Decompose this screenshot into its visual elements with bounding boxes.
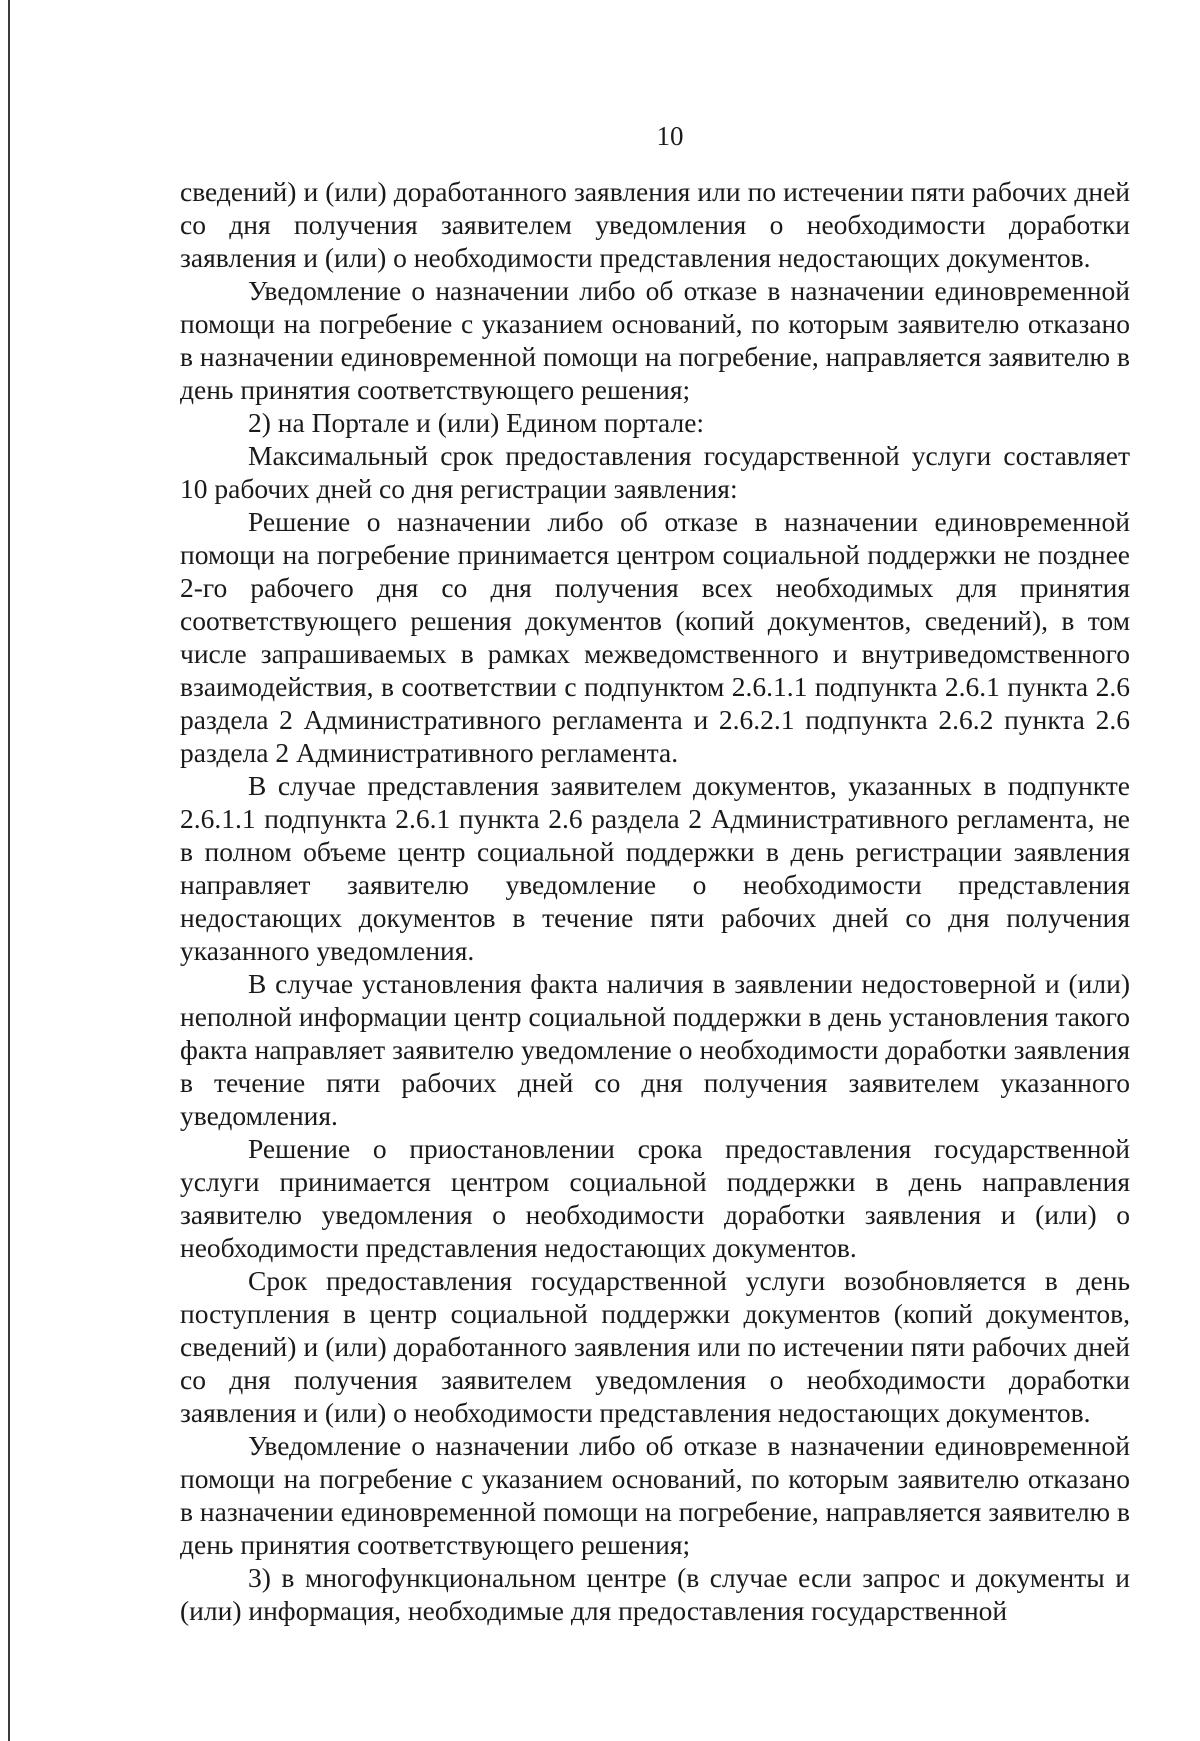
paragraph: Уведомление о назначении либо об отказе в назначении единовременной помощи на погребение с указанием оснований, по которым заявителю отказано в назначении единовременной помощи на погребение, направляется заявителю в день принятия соответствующего решения; — [180, 275, 1130, 405]
paragraph: В случае представления заявителем документов, указанных в подпункте 2.6.1.1 подпункта 2.6.1 пункта 2.6 раздела 2 Административного регламента, не в полном объеме центр социальной поддержки в день регистрации заявления направляет заявителю уведомление о необходимости представления недостающих документов в течение пяти рабочих дней со дня получения указанного уведомления. — [180, 770, 1130, 966]
paragraph: Решение о приостановлении срока предоставления государственной услуги принимается центром социальной поддержки в день направления заявителю уведомления о необходимости доработки заявления и (или) о необходимости представления недостающих документов. — [180, 1133, 1130, 1263]
page-number: 10 — [656, 121, 684, 151]
paragraph: Срок предоставления государственной услуги возобновляется в день поступления в центр социальной поддержки документов (копий документов, сведений) и (или) доработанного заявления или по истечении пяти рабочих дней со дня получения заявителем уведомления о необходимости доработки заявления и (или) о необходимости представления недостающих документов. — [180, 1265, 1130, 1428]
paragraph: В случае установления факта наличия в заявлении недостоверной и (или) неполной информации центр социальной поддержки в день установления такого факта направляет заявителю уведомление о необходимости доработки заявления в течение пяти рабочих дней со дня получения заявителем указанного уведомления. — [180, 968, 1130, 1131]
paragraph: Максимальный срок предоставления государственной услуги составляет 10 рабочих дней со дня регистрации заявления: — [180, 440, 1130, 504]
document-page — [180, 120, 1130, 1627]
paragraph: сведений) и (или) доработанного заявления или по истечении пяти рабочих дней со дня получения заявителем уведомления о необходимости доработки заявления и (или) о необходимости представления недостающих документов. — [180, 176, 1130, 273]
paragraph: Решение о назначении либо об отказе в назначении единовременной помощи на погребение принимается центром социальной поддержки не позднее 2-го рабочего дня со дня получения всех необходимых для принятия соответствующего решения документов (копий документов, сведений), в том числе запрашиваемых в рамках межведомственного и внутриведомственного взаимодействия, в соответствии с подпунктом 2.6.1.1 подпункта 2.6.1 пункта 2.6 раздела 2 Административного регламента и 2.6.2.1 подпункта 2.6.2 пункта 2.6 раздела 2 Административного регламента. — [180, 506, 1130, 768]
document-body — [180, 175, 1130, 1627]
paragraph: 2) на Портале и (или) Едином портале: — [248, 407, 705, 438]
paragraph: 3) в многофункциональном центре (в случае если запрос и документы и (или) информация, необходимые для предоставления государственной — [180, 1562, 1130, 1626]
paragraph: Уведомление о назначении либо об отказе в назначении единовременной помощи на погребение с указанием оснований, по которым заявителю отказано в назначении единовременной помощи на погребение, направляется заявителю в день принятия соответствующего решения; — [180, 1430, 1130, 1560]
scan-edge-line — [8, 0, 10, 1741]
